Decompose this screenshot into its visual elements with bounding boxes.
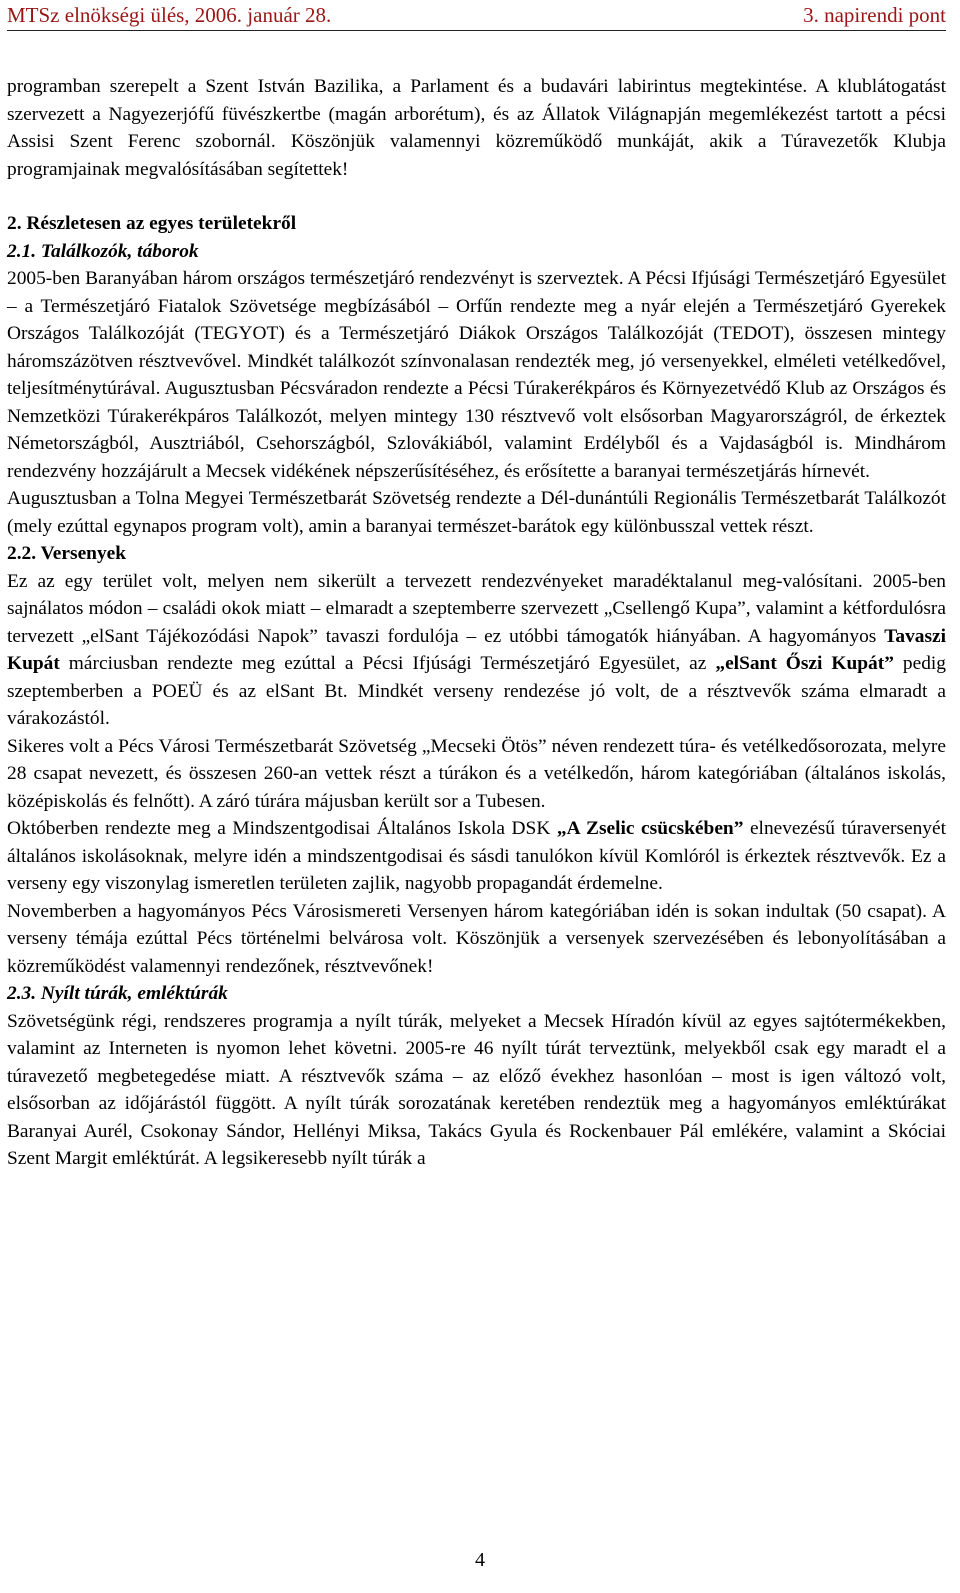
page-number: 4 — [475, 1549, 485, 1571]
text-run: Ez az egy terület volt, melyen nem sikerült a tervezett rendezvényeket maradéktalanul meg-valósítani. 2005-ben sajnálatos módon – családi okok miatt – elmaradt a szeptemberre szervezett „Csellengő Kupa”, valamint a kétfordulósra tervezett „elSant Tájékozódási Napok” tavaszi fordulója – ez utóbbi támogatók hiányában. A hagyományos — [7, 570, 946, 647]
section-2-heading: 2. Részletesen az egyes területekről — [7, 213, 297, 234]
intro-paragraph: programban szerepelt a Szent István Bazilika, a Parlament és a budavári labirintus megtekintése. A klublátogatást szervezett a Nagyezerjófű füvészkertbe (magán arborétum), és az Állatok Világnapján megemlékezést tartott a pécsi Assisi Szent Ferenc szobornál. Köszönjük valamennyi közreműködő munkáját, akik a Túravezetők Klubja programjainak megvalósításában segítettek! — [7, 76, 946, 180]
page-header — [7, 0, 946, 31]
bold-run-tavaszi-kupa: Tavaszi Kupát — [7, 625, 946, 674]
header-agenda-item: 3. napirendi pont — [803, 3, 946, 27]
section-2-2-paragraph-1 — [7, 568, 946, 733]
section-gap — [7, 183, 946, 210]
section-2-1-paragraph-2: Augusztusban a Tolna Megyei Természetbarát Szövetség rendezte a Dél-dunántúli Regionális Természetbarát Találkozót (mely ezúttal egynapos program volt), amin a baranyai természet-barátok egy különbusszal vettek részt. — [7, 488, 946, 537]
text-run: Októberben rendezte meg a Mindszentgodisai Általános Iskola DSK — [7, 818, 557, 839]
section-2-2-paragraph-3 — [7, 815, 946, 898]
text-run: pedig szeptemberben a POEÜ és az elSant Bt. Mindkét verseny rendezése jó volt, de a résztvevők száma elmaradt a várakozástól. — [7, 653, 946, 729]
section-2-2-paragraph-2: Sikeres volt a Pécs Városi Természetbarát Szövetség „Mecseki Ötös” néven rendezett túra- és vetélkedősorozata, melyre 28 csapat nevezett, és összesen 260-an vettek részt a túrákon és a vetélkedőn, három kategóriában (általános iskolás, középiskolás és felnőtt). A záró túrára májusban került sor a Tubesen. — [7, 735, 946, 812]
section-2-2-paragraph-4: Novemberben a hagyományos Pécs Városismereti Versenyen három kategóriában idén is sokan indultak (50 csapat). A verseny témája ezúttal Pécs történelmi belvárosa volt. Köszönjük a versenyek szervezésében és lebonyolításában a közreműködést valamennyi rendezőnek, résztvevőnek! — [7, 900, 946, 977]
text-run: márciusban rendezte meg ezúttal a Pécsi Ifjúsági Természetjáró Egyesület, az — [59, 653, 716, 674]
document-body — [7, 73, 946, 1173]
section-2-1-heading: 2.1. Találkozók, táborok — [7, 240, 199, 262]
section-2-2-heading: 2.2. Versenyek — [7, 543, 127, 564]
bold-run-elsant-oszi-kupa: „elSant Őszi Kupát” — [715, 653, 894, 674]
bold-run-zselic: „A Zselic csücskében” — [556, 818, 744, 839]
text-run: elnevezésű túraversenyét általános iskolásoknak, melyre idén a mindszentgodisai és sásdi tanulókon kívül Komlóról is érkeztek résztvevők. Ez a verseny egy viszonylag ismeretlen területen zajlik, nagyobb propagandát érdemelne. — [7, 818, 946, 894]
section-2-3-heading: 2.3. Nyílt túrák, emléktúrák — [7, 983, 228, 1004]
header-meeting-title: MTSz elnökségi ülés, 2006. január 28. — [7, 3, 332, 27]
section-2-3-paragraph-1: Szövetségünk régi, rendszeres programja a nyílt túrák, melyeket a Mecsek Híradón kívül az egyes sajtótermékekben, valamint az Interneten is nyomon lehet követni. 2005-re 46 nyílt túrát terveztünk, melyekből csak egy maradt el a túravezető megbetegedése miatt. A résztvevők száma – az előző évekhez hasonlóan – most is igen változó volt, elsősorban az időjárástól függött. A nyílt túrák sorozatának keretében rendeztük meg a hagyományos emléktúrákat Baranyai Aurél, Csokonay Sándor, Hellényi Miksa, Takács Gyula és Rockenbauer Pál emlékére, valamint a Skóciai Szent Margit emléktúrát. A legsikeresebb nyílt túrák a — [7, 1010, 946, 1169]
section-2-1-paragraph-1: 2005-ben Baranyában három országos természetjáró rendezvényt is szerveztek. A Pécsi Ifjúsági Természetjáró Egyesület – a Természetjáró Fiatalok Szövetsége megbízásából – Orfűn rendezte meg a nyár elején a Természetjáró Gyerekek Országos Találkozóját (TEGYOT) és a Természetjáró Diákok Országos Találkozóját (TEDOT), összesen mintegy háromszázötven résztvevővel. Mindkét találkozót színvonalasan rendezték meg, jó versenyekkel, elméleti vetélkedővel, teljesítménytúrával. Augusztusban Pécsváradon rendezte a Pécsi Túrakerékpáros és Környezetvédő Klub az Országos és Nemzetközi Túrakerékpáros Találkozót, melyen mintegy 130 résztvevő volt elsősorban Magyarországról, de érkeztek Németországból, Ausztriából, Csehországból, Szlovákiából, valamint Erdélyből és a Vajdaságból is. Mindhárom rendezvény hozzájárult a Mecsek vidékének népszerűsítéséhez, és erősítette a baranyai természetjárás hírnevét. — [7, 268, 946, 482]
